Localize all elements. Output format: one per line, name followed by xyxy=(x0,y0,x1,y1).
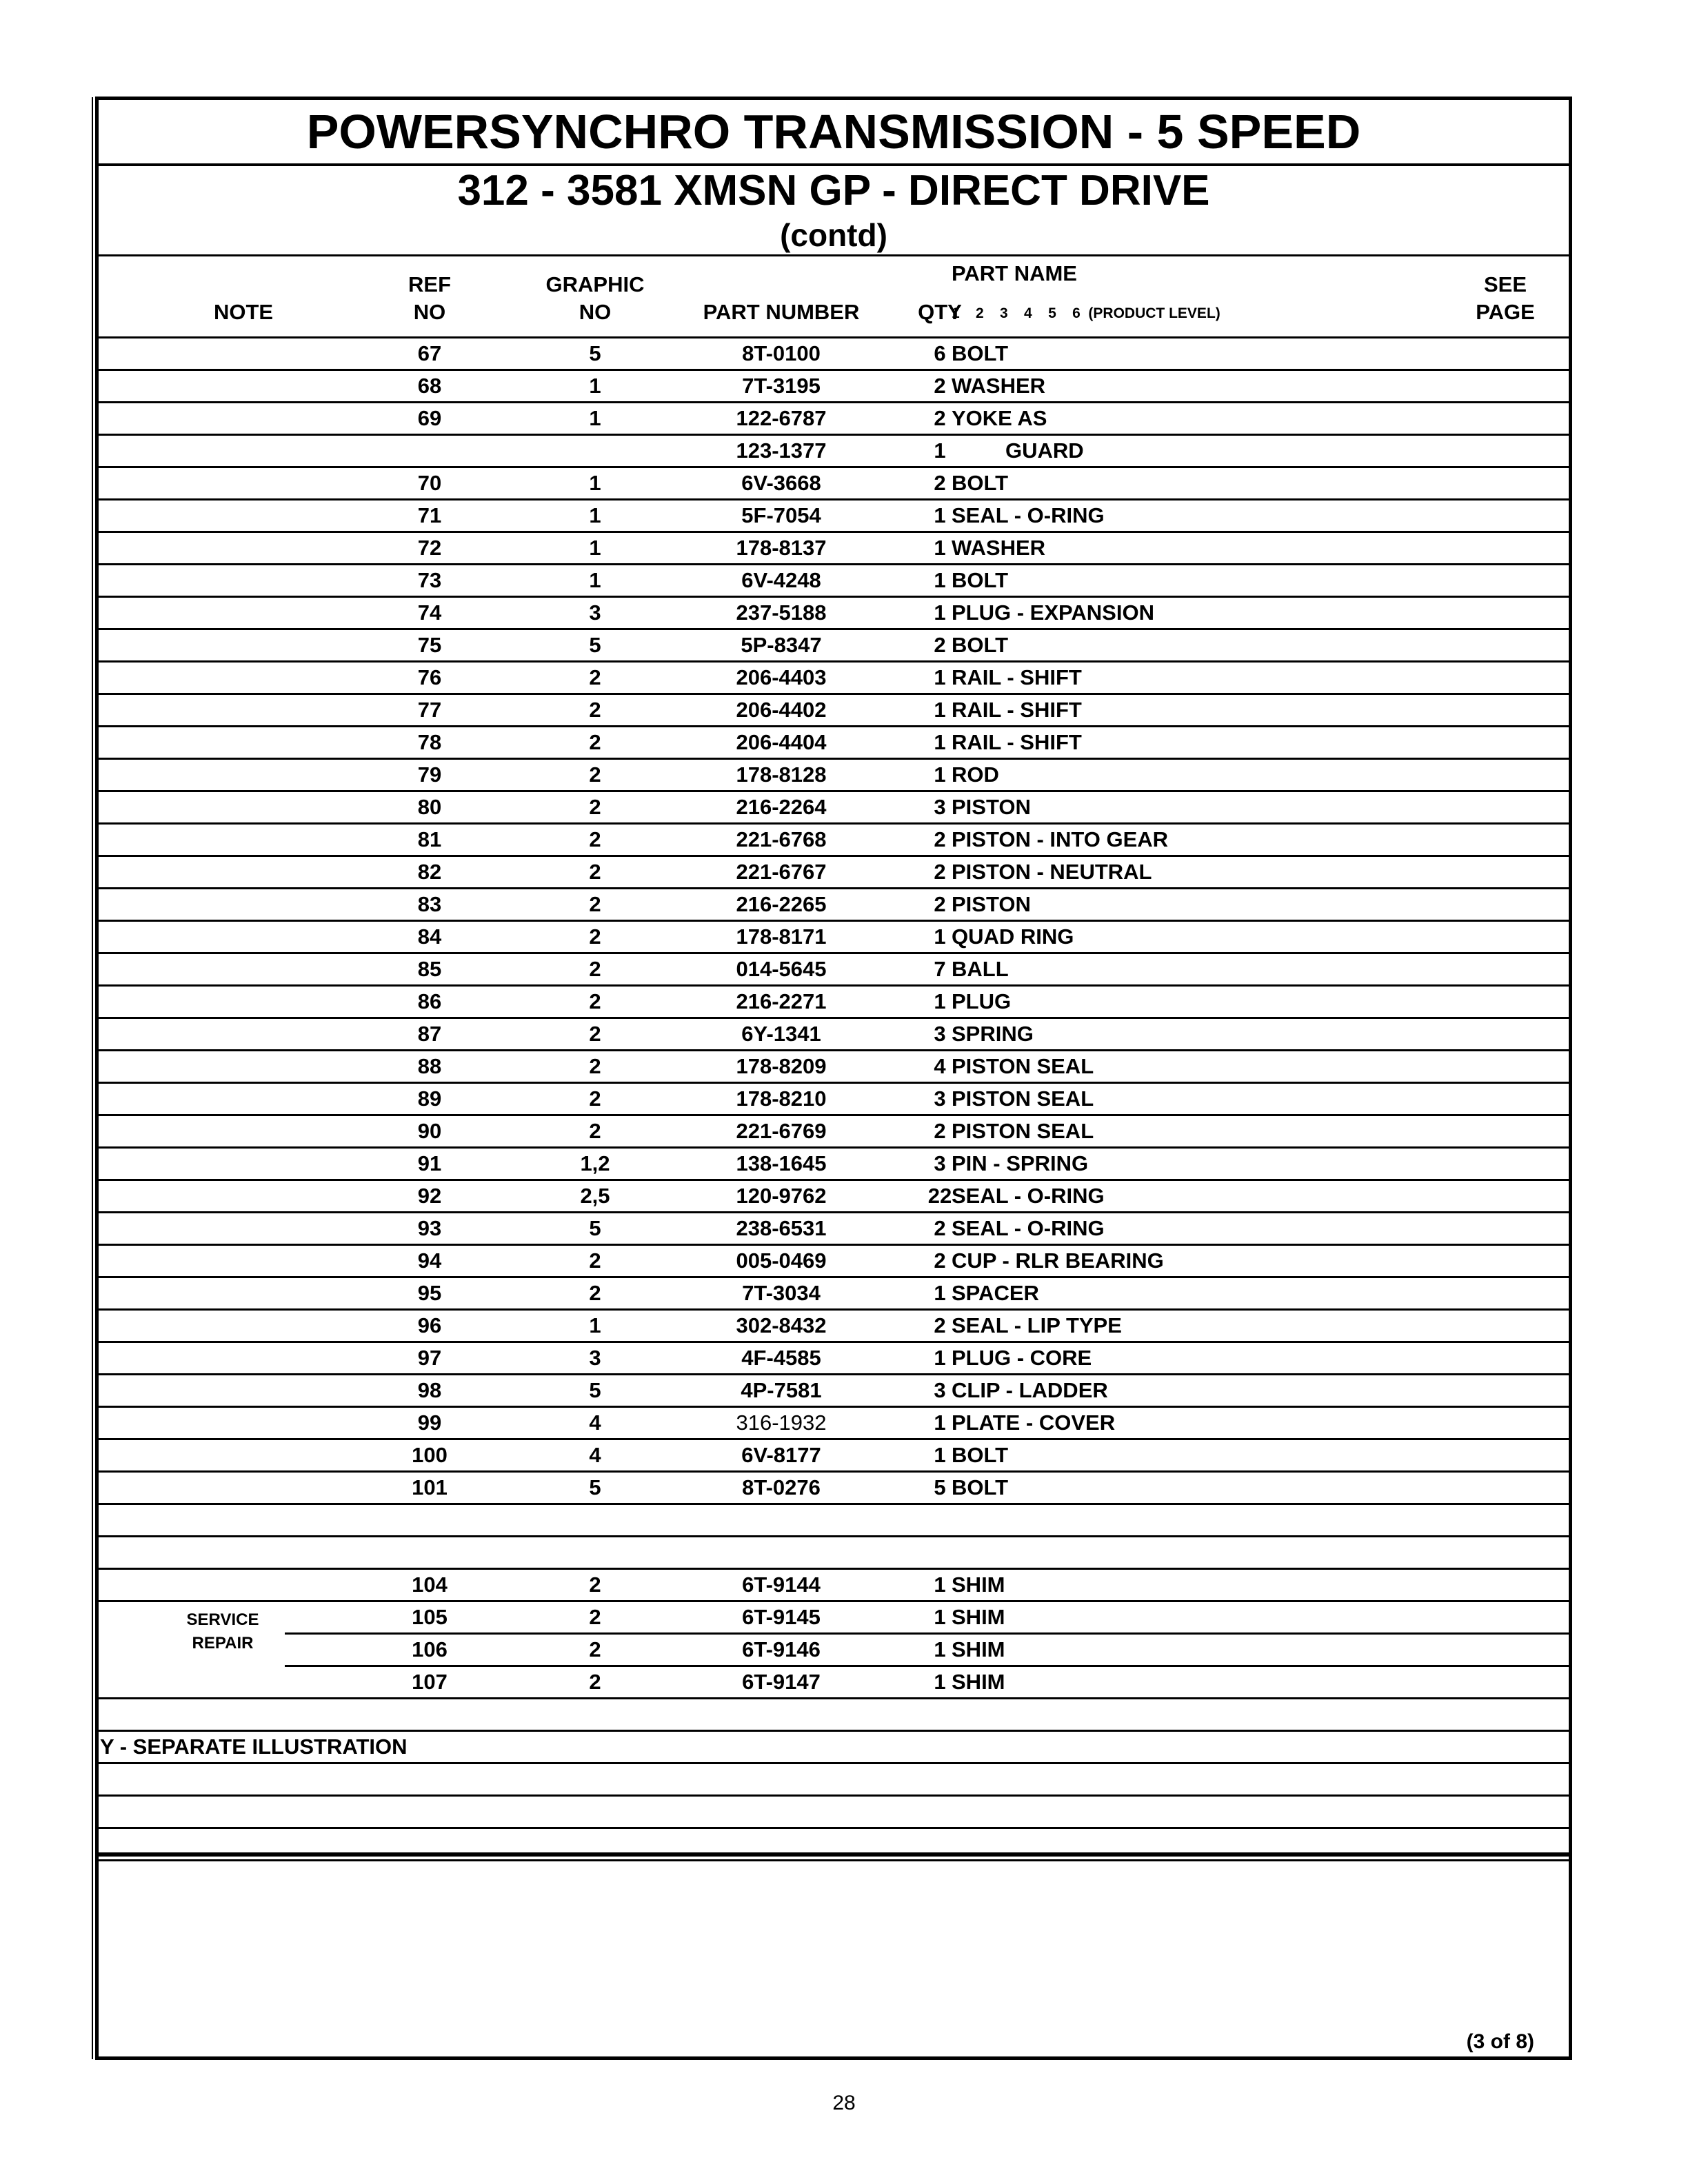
table-row xyxy=(99,825,1569,857)
quantity-cell: 1 xyxy=(934,924,946,949)
part-number-cell: 6T-9145 xyxy=(742,1605,821,1629)
part-number-cell: 178-8210 xyxy=(736,1086,827,1111)
graphic-number-cell: 5 xyxy=(589,1216,601,1240)
graphic-number-cell: 4 xyxy=(589,1410,601,1435)
quantity-cell: 2 xyxy=(934,827,946,851)
graphic-number-cell: 5 xyxy=(589,1378,601,1402)
table-row xyxy=(99,403,1569,436)
part-number-cell: 6T-9147 xyxy=(742,1670,821,1694)
empty-row xyxy=(99,1764,1569,1797)
table-row xyxy=(99,1570,1569,1602)
quantity-cell: 1 xyxy=(934,1443,946,1467)
quantity-cell: 2 xyxy=(934,892,946,916)
part-name-cell: GUARD xyxy=(1005,438,1084,463)
table-row xyxy=(99,1635,1569,1667)
table-row xyxy=(99,1375,1569,1408)
legend-row xyxy=(99,1732,1569,1764)
graphic-number-cell: 3 xyxy=(589,600,601,625)
part-name-cell: SPACER xyxy=(952,1281,1039,1305)
table-row xyxy=(99,1537,1569,1570)
part-number-cell: 178-8137 xyxy=(736,536,827,560)
part-number-cell: 6V-8177 xyxy=(741,1443,821,1467)
graphic-number-cell: 1 xyxy=(589,503,601,527)
table-header xyxy=(99,257,1569,338)
part-number-cell: 206-4404 xyxy=(736,730,827,754)
table-row xyxy=(99,1473,1569,1505)
table-row xyxy=(99,1149,1569,1181)
part-number-cell: 221-6769 xyxy=(736,1119,827,1143)
quantity-cell: 5 xyxy=(934,1475,946,1499)
table-row xyxy=(99,727,1569,760)
quantity-cell: 1 xyxy=(934,1410,946,1435)
table-row xyxy=(99,760,1569,792)
part-number-cell: 221-6767 xyxy=(736,860,827,884)
graphic-number-cell: 1 xyxy=(589,536,601,560)
part-name-cell: RAIL - SHIFT xyxy=(952,698,1082,722)
ref-number-cell: 83 xyxy=(417,892,442,916)
graphic-number-cell: 2 xyxy=(589,762,601,787)
part-number-cell: 216-2271 xyxy=(736,989,827,1013)
graphic-number-cell: 1 xyxy=(589,568,601,592)
empty-row xyxy=(99,1797,1569,1829)
ref-number-cell: 100 xyxy=(412,1443,448,1467)
quantity-cell: 3 xyxy=(934,1022,946,1046)
graphic-number-cell: 2 xyxy=(589,892,601,916)
quantity-cell: 3 xyxy=(934,795,946,819)
graphic-number-cell: 5 xyxy=(589,1475,601,1499)
part-name-cell: PISTON - NEUTRAL xyxy=(952,860,1152,884)
header-ref-2: NO xyxy=(413,300,446,324)
table-row xyxy=(99,501,1569,533)
header-part-name: PART NAME xyxy=(952,261,1077,285)
graphic-number-cell: 2 xyxy=(589,1119,601,1143)
part-name-cell: BALL xyxy=(952,957,1009,981)
quantity-cell: 1 xyxy=(934,600,946,625)
service-label: SERVICE xyxy=(186,1610,259,1629)
ref-number-cell: 69 xyxy=(417,406,442,430)
repair-label: REPAIR xyxy=(192,1634,254,1652)
quantity-cell: 22 xyxy=(927,1184,952,1208)
table-row xyxy=(99,1213,1569,1246)
part-name-cell: PLATE - COVER xyxy=(952,1410,1116,1435)
part-name-cell: CLIP - LADDER xyxy=(952,1378,1108,1402)
ref-number-cell: 101 xyxy=(412,1475,448,1499)
table-row xyxy=(99,857,1569,889)
part-name-cell: SPRING xyxy=(952,1022,1034,1046)
ref-number-cell: 106 xyxy=(412,1637,448,1661)
part-number-cell: 6V-3668 xyxy=(741,471,821,495)
part-number-cell: 178-8209 xyxy=(736,1054,827,1078)
part-name-cell: CUP - RLR BEARING xyxy=(952,1248,1164,1273)
part-number-cell: 138-1645 xyxy=(736,1151,827,1175)
table-row xyxy=(99,954,1569,987)
graphic-number-cell: 3 xyxy=(589,1346,601,1370)
part-name-cell: PISTON - INTO GEAR xyxy=(952,827,1169,851)
quantity-cell: 2 xyxy=(934,1119,946,1143)
table-row xyxy=(99,1699,1569,1732)
part-number-cell: 4P-7581 xyxy=(741,1378,822,1402)
part-number-cell: 221-6768 xyxy=(736,827,827,851)
ref-number-cell: 80 xyxy=(417,795,442,819)
ref-number-cell: 73 xyxy=(417,568,442,592)
table-row xyxy=(99,889,1569,922)
quantity-cell: 1 xyxy=(934,1346,946,1370)
table-row xyxy=(99,1019,1569,1051)
part-name-cell: SEAL - O-RING xyxy=(952,1184,1105,1208)
ref-number-cell: 68 xyxy=(417,374,442,398)
quantity-cell: 1 xyxy=(934,762,946,787)
quantity-cell: 1 xyxy=(934,1605,946,1629)
quantity-cell: 7 xyxy=(934,957,946,981)
ref-number-cell: 78 xyxy=(417,730,442,754)
quantity-cell: 1 xyxy=(934,1573,946,1597)
graphic-number-cell: 2 xyxy=(589,1248,601,1273)
ref-number-cell: 67 xyxy=(417,341,442,365)
table-row xyxy=(99,1505,1569,1537)
quantity-cell: 2 xyxy=(934,471,946,495)
quantity-cell: 1 xyxy=(934,730,946,754)
table-row xyxy=(99,1343,1569,1375)
ref-number-cell: 107 xyxy=(412,1670,448,1694)
graphic-number-cell: 1 xyxy=(589,1313,601,1337)
separate-illustration-legend: Y - SEPARATE ILLUSTRATION xyxy=(100,1735,408,1759)
header-graphic-1: GRAPHIC xyxy=(545,272,645,296)
ref-number-cell: 88 xyxy=(417,1054,442,1078)
ref-number-cell: 82 xyxy=(417,860,442,884)
table-row xyxy=(99,1408,1569,1440)
quantity-cell: 1 xyxy=(934,438,946,463)
part-name-cell: SEAL - O-RING xyxy=(952,503,1105,527)
ref-number-cell: 89 xyxy=(417,1086,442,1111)
table-row xyxy=(99,1116,1569,1149)
ref-number-cell: 74 xyxy=(417,600,442,625)
parts-table-body xyxy=(99,338,1569,1861)
graphic-number-cell: 2 xyxy=(589,1637,601,1661)
graphic-number-cell: 2 xyxy=(589,1670,601,1694)
part-number-cell: 4F-4585 xyxy=(741,1346,821,1370)
table-row xyxy=(99,1667,1569,1699)
part-name-cell: BOLT xyxy=(952,341,1009,365)
part-name-cell: RAIL - SHIFT xyxy=(952,730,1082,754)
table-row xyxy=(99,338,1569,371)
part-name-cell: PISTON SEAL xyxy=(952,1054,1094,1078)
part-number-cell: 6Y-1341 xyxy=(741,1022,821,1046)
quantity-cell: 1 xyxy=(934,698,946,722)
header-graphic-2: NO xyxy=(579,300,612,324)
table-row xyxy=(99,468,1569,501)
graphic-number-cell: 2,5 xyxy=(580,1184,610,1208)
quantity-cell: 1 xyxy=(934,1670,946,1694)
table-row xyxy=(99,922,1569,954)
part-number-cell: 5F-7054 xyxy=(741,503,821,527)
graphic-number-cell: 2 xyxy=(589,1054,601,1078)
part-name-cell: QUAD RING xyxy=(952,924,1074,949)
graphic-number-cell: 5 xyxy=(589,633,601,657)
table-row xyxy=(99,1246,1569,1278)
sheet-indicator: (3 of 8) xyxy=(1466,2030,1534,2053)
part-name-cell: PISTON SEAL xyxy=(952,1086,1094,1111)
quantity-cell: 2 xyxy=(934,860,946,884)
graphic-number-cell: 2 xyxy=(589,1605,601,1629)
part-number-cell: 178-8171 xyxy=(736,924,827,949)
ref-number-cell: 71 xyxy=(417,503,442,527)
graphic-number-cell: 2 xyxy=(589,989,601,1013)
graphic-number-cell: 2 xyxy=(589,698,601,722)
page-number: 28 xyxy=(832,2092,856,2114)
graphic-number-cell: 2 xyxy=(589,1573,601,1597)
ref-number-cell: 105 xyxy=(412,1605,448,1629)
header-qty: QTY xyxy=(918,300,962,324)
part-name-cell: WASHER xyxy=(952,536,1046,560)
quantity-cell: 3 xyxy=(934,1378,946,1402)
ref-number-cell: 97 xyxy=(417,1346,442,1370)
graphic-number-cell: 2 xyxy=(589,1022,601,1046)
quantity-cell: 1 xyxy=(934,989,946,1013)
quantity-cell: 2 xyxy=(934,1313,946,1337)
part-name-cell: RAIL - SHIFT xyxy=(952,665,1082,689)
graphic-number-cell: 2 xyxy=(589,860,601,884)
quantity-cell: 2 xyxy=(934,1248,946,1273)
table-row xyxy=(99,663,1569,695)
part-number-cell: 120-9762 xyxy=(736,1184,827,1208)
part-name-cell: PLUG - CORE xyxy=(952,1346,1092,1370)
table-row xyxy=(99,1440,1569,1473)
quantity-cell: 1 xyxy=(934,503,946,527)
part-number-cell: 014-5645 xyxy=(736,957,827,981)
quantity-cell: 2 xyxy=(934,1216,946,1240)
quantity-cell: 1 xyxy=(934,665,946,689)
part-name-cell: SEAL - LIP TYPE xyxy=(952,1313,1122,1337)
ref-number-cell: 90 xyxy=(417,1119,442,1143)
ref-number-cell: 84 xyxy=(417,924,442,949)
part-number-cell: 237-5188 xyxy=(736,600,827,625)
part-name-cell: WASHER xyxy=(952,374,1046,398)
ref-number-cell: 99 xyxy=(417,1410,442,1435)
graphic-number-cell: 2 xyxy=(589,795,601,819)
part-name-cell: PISTON xyxy=(952,795,1031,819)
quantity-cell: 6 xyxy=(934,341,946,365)
graphic-number-cell: 2 xyxy=(589,1281,601,1305)
contd-label: (contd) xyxy=(780,217,887,253)
table-row xyxy=(99,565,1569,598)
part-number-cell: 6T-9144 xyxy=(742,1573,821,1597)
table-row xyxy=(99,436,1569,468)
part-name-cell: PISTON SEAL xyxy=(952,1119,1094,1143)
ref-number-cell: 96 xyxy=(417,1313,442,1337)
graphic-number-cell: 2 xyxy=(589,827,601,851)
part-number-cell: 005-0469 xyxy=(736,1248,827,1273)
part-number-cell: 216-2264 xyxy=(736,795,827,819)
table-row xyxy=(99,1278,1569,1311)
part-name-cell: BOLT xyxy=(952,1443,1009,1467)
graphic-number-cell: 2 xyxy=(589,665,601,689)
table-row xyxy=(99,371,1569,403)
part-name-cell: SHIM xyxy=(952,1670,1005,1694)
header-see-2: PAGE xyxy=(1476,300,1535,324)
quantity-cell: 3 xyxy=(934,1151,946,1175)
ref-number-cell: 87 xyxy=(417,1022,442,1046)
ref-number-cell: 75 xyxy=(417,633,442,657)
part-number-cell: 123-1377 xyxy=(736,438,827,463)
graphic-number-cell: 1 xyxy=(589,374,601,398)
part-number-cell: 178-8128 xyxy=(736,762,827,787)
header-part-number: PART NUMBER xyxy=(703,300,860,324)
graphic-number-cell: 1,2 xyxy=(580,1151,610,1175)
header-note: NOTE xyxy=(213,300,274,324)
graphic-number-cell: 1 xyxy=(589,471,601,495)
page-title: POWERSYNCHRO TRANSMISSION - 5 SPEED xyxy=(99,100,1569,166)
ref-number-cell: 86 xyxy=(417,989,442,1013)
ref-number-cell: 72 xyxy=(417,536,442,560)
part-number-cell: 8T-0276 xyxy=(742,1475,821,1499)
graphic-number-cell: 4 xyxy=(589,1443,601,1467)
graphic-number-cell: 2 xyxy=(589,1086,601,1111)
part-number-cell: 206-4403 xyxy=(736,665,827,689)
part-number-cell: 302-8432 xyxy=(736,1313,827,1337)
table-row xyxy=(99,598,1569,630)
part-number-cell: 6V-4248 xyxy=(741,568,821,592)
quantity-cell: 1 xyxy=(934,568,946,592)
part-number-cell: 6T-9146 xyxy=(742,1637,821,1661)
header-ref-1: REF xyxy=(408,272,451,296)
ref-number-cell: 70 xyxy=(417,471,442,495)
parts-list-frame xyxy=(95,97,1572,2060)
part-number-cell: 8T-0100 xyxy=(742,341,821,365)
ref-number-cell: 98 xyxy=(417,1378,442,1402)
part-name-cell: SHIM xyxy=(952,1605,1005,1629)
part-number-cell: 7T-3034 xyxy=(742,1281,821,1305)
part-number-cell: 5P-8347 xyxy=(741,633,822,657)
part-name-cell: PLUG xyxy=(952,989,1012,1013)
part-name-cell: SEAL - O-RING xyxy=(952,1216,1105,1240)
table-bottom-rule xyxy=(99,1852,1569,1857)
part-name-cell: PLUG - EXPANSION xyxy=(952,600,1154,625)
graphic-number-cell: 5 xyxy=(589,341,601,365)
table-row xyxy=(99,1311,1569,1343)
part-name-cell: PIN - SPRING xyxy=(952,1151,1089,1175)
ref-number-cell: 77 xyxy=(417,698,442,722)
part-number-cell: 216-2265 xyxy=(736,892,827,916)
part-number-cell: 238-6531 xyxy=(736,1216,827,1240)
table-row xyxy=(99,987,1569,1019)
part-number-cell: 206-4402 xyxy=(736,698,827,722)
service-repair-note xyxy=(154,1608,292,1655)
quantity-cell: 3 xyxy=(934,1086,946,1111)
ref-number-cell: 76 xyxy=(417,665,442,689)
table-row xyxy=(99,1051,1569,1084)
part-number-cell: 7T-3195 xyxy=(742,374,821,398)
ref-number-cell: 85 xyxy=(417,957,442,981)
table-row xyxy=(99,533,1569,565)
ref-number-cell: 91 xyxy=(417,1151,442,1175)
graphic-number-cell: 2 xyxy=(589,924,601,949)
table-row xyxy=(99,792,1569,825)
table-row xyxy=(99,1181,1569,1213)
part-name-cell: PISTON xyxy=(952,892,1031,916)
quantity-cell: 1 xyxy=(934,1281,946,1305)
ref-number-cell: 94 xyxy=(417,1248,442,1273)
part-name-cell: ROD xyxy=(952,762,999,787)
part-name-cell: BOLT xyxy=(952,633,1009,657)
part-number-cell: 122-6787 xyxy=(736,406,827,430)
group-title: 312 - 3581 XMSN GP - DIRECT DRIVE xyxy=(457,167,1210,214)
part-name-cell: BOLT xyxy=(952,471,1009,495)
table-row xyxy=(99,695,1569,727)
quantity-cell: 2 xyxy=(934,633,946,657)
ref-number-cell: 79 xyxy=(417,762,442,787)
quantity-cell: 1 xyxy=(934,1637,946,1661)
part-name-cell: SHIM xyxy=(952,1637,1005,1661)
ref-number-cell: 95 xyxy=(417,1281,442,1305)
table-row xyxy=(99,630,1569,663)
ref-number-cell: 92 xyxy=(417,1184,442,1208)
group-subtitle xyxy=(99,166,1569,256)
header-product-levels: 1 2 3 4 5 6 (PRODUCT LEVEL) xyxy=(952,305,1220,321)
quantity-cell: 1 xyxy=(934,536,946,560)
ref-number-cell: 104 xyxy=(412,1573,448,1597)
table-row xyxy=(99,1602,1569,1635)
graphic-number-cell: 1 xyxy=(589,406,601,430)
quantity-cell: 2 xyxy=(934,374,946,398)
graphic-number-cell: 2 xyxy=(589,730,601,754)
ref-number-cell: 81 xyxy=(417,827,442,851)
quantity-cell: 4 xyxy=(934,1054,946,1078)
table-row xyxy=(99,1084,1569,1116)
part-number-cell: 316-1932 xyxy=(736,1410,827,1435)
quantity-cell: 2 xyxy=(934,406,946,430)
header-see-1: SEE xyxy=(1483,272,1527,296)
part-name-cell: BOLT xyxy=(952,1475,1009,1499)
graphic-number-cell: 2 xyxy=(589,957,601,981)
ref-number-cell: 93 xyxy=(417,1216,442,1240)
part-name-cell: SHIM xyxy=(952,1573,1005,1597)
part-name-cell: BOLT xyxy=(952,568,1009,592)
part-name-cell: YOKE AS xyxy=(952,406,1047,430)
